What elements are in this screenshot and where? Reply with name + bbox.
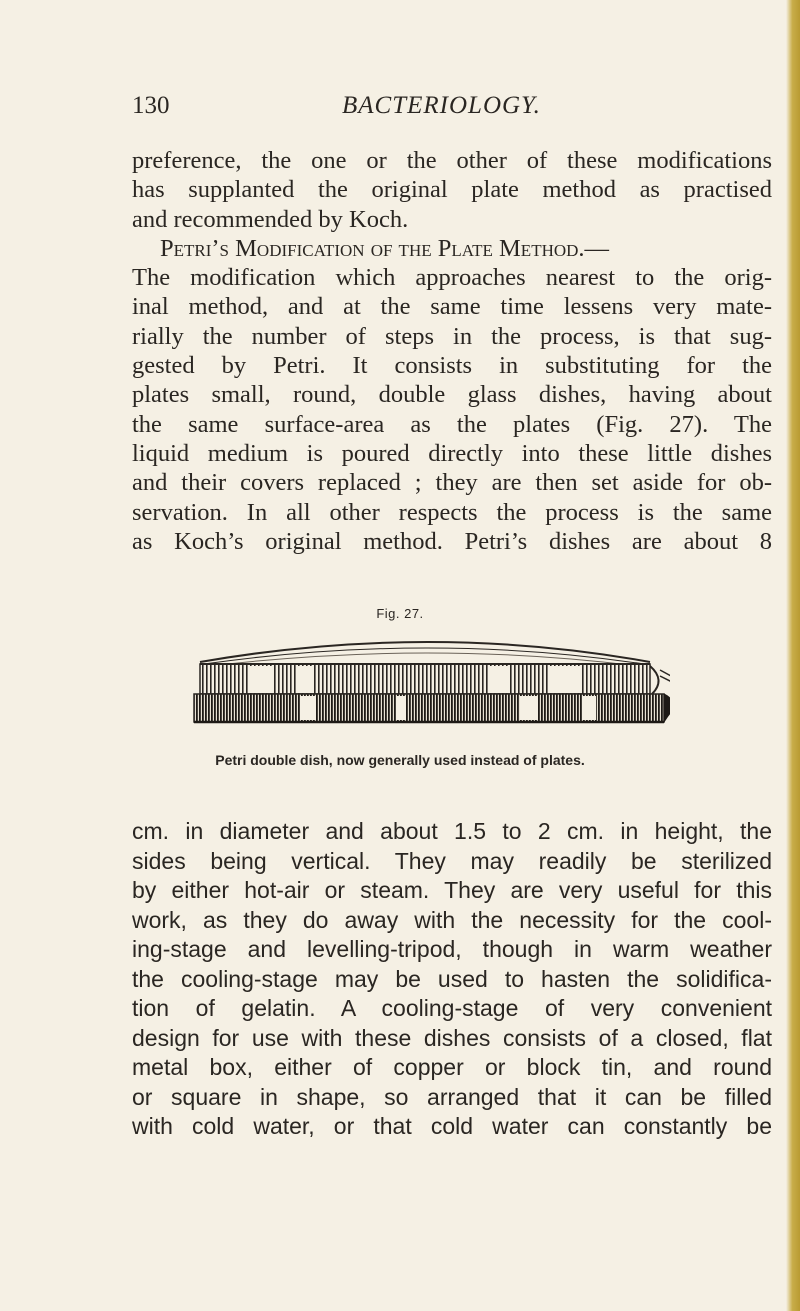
text-line: The modification which approaches nearest to the orig- [132, 264, 772, 292]
text-line: ing-stage and levelling-tripod, though in warm weather [132, 936, 772, 962]
text-line: design for use with these dishes consists of a closed, flat [132, 1024, 772, 1051]
text-line: with cold water, or that cold water can constantly be [132, 1113, 772, 1139]
text-line: tion of gelatin. A cooling-stage of very convenient [132, 995, 772, 1021]
text-line: cm. in diameter and about 1.5 to 2 cm. in height, the [132, 818, 772, 844]
body-text-bottom [132, 817, 772, 1142]
page-edge [786, 0, 800, 1311]
text-line: plates small, round, double glass dishes, having about [132, 381, 772, 409]
text-line: has supplanted the original plate method as practised [132, 176, 772, 204]
text-line: inal method, and at the same time lessens very mate- [132, 293, 772, 321]
page-number: 130 [132, 92, 170, 119]
body-text-top [132, 146, 772, 556]
text-line: by either hot-air or steam. They are very useful for this [132, 877, 772, 903]
text-line: as Koch’s original method. Petri’s dishes are about 8 [132, 527, 772, 555]
text-line: work, as they do away with the necessity for the cool- [132, 906, 772, 933]
figure-caption: Petri double dish, now generally used instead of plates. [215, 752, 585, 768]
text-line: servation. In all other respects the process is the same [132, 498, 772, 526]
running-title: BACTERIOLOGY. [342, 92, 541, 119]
section-heading: Petri’s Modification of the Plate Method.— [160, 234, 610, 262]
text-line: and their covers replaced ; they are then set aside for ob- [132, 469, 772, 497]
petri-dish-illustration [190, 630, 670, 740]
text-line: or square in shape, so arranged that it can be filled [132, 1083, 772, 1110]
text-line: preference, the one or the other of these modifications [132, 147, 772, 174]
text-line: rially the number of steps in the process, is that sug- [132, 322, 772, 350]
text-line: the same surface-area as the plates (Fig. 27). The [132, 410, 772, 438]
text-line: sides being vertical. They may readily be sterilized [132, 847, 772, 874]
page-header [132, 92, 772, 132]
text-line: and recommended by Koch. [132, 205, 409, 233]
text-line: liquid medium is poured directly into these little dishes [132, 439, 772, 467]
figure-label: Fig. 27. [376, 606, 424, 621]
text-line: the cooling-stage may be used to hasten the solidifica- [132, 965, 772, 992]
text-line: metal box, either of copper or block tin, and round [132, 1054, 772, 1080]
text-line: gested by Petri. It consists in substituting for the [132, 352, 772, 380]
